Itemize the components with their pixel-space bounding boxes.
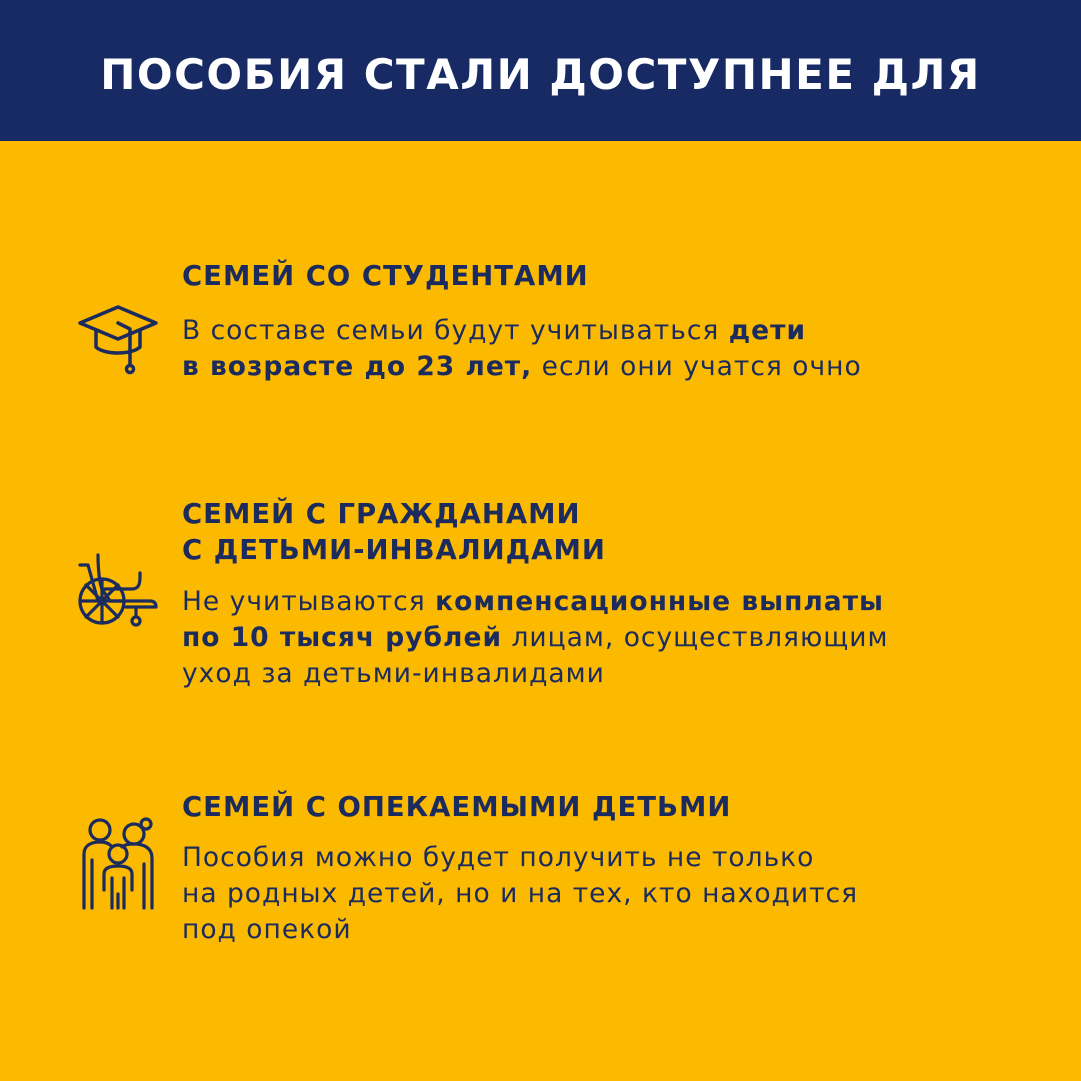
section-text-students-line-1 <box>182 313 806 349</box>
text-bold: дети <box>728 315 807 346</box>
page-title: ПОСОБИЯ СТАЛИ ДОСТУПНЕЕ ДЛЯ <box>100 50 981 99</box>
section-text-guardianship-line-3: под опекой <box>182 914 352 945</box>
section-text-disabled-line-1 <box>182 584 884 620</box>
text-normal: уход за детьми-инвалидами <box>182 658 605 689</box>
section-text-students-line-2 <box>182 349 862 385</box>
text-after: лицам, осуществляющим <box>502 622 889 653</box>
section-title-disabled-line-2: С ДЕТЬМИ-ИНВАЛИДАМИ <box>182 534 606 566</box>
header-bar <box>0 0 1081 141</box>
text-after: если они учатся очно <box>532 351 862 382</box>
section-title-guardianship: СЕМЕЙ С ОПЕКАЕМЫМИ ДЕТЬМИ <box>182 791 732 823</box>
text-bold: в возрасте до 23 лет, <box>182 351 533 382</box>
text-normal: Не учитываются <box>182 586 436 617</box>
graduation-cap-icon <box>76 303 160 377</box>
section-text-disabled-line-3 <box>182 656 605 692</box>
wheelchair-icon <box>76 551 160 631</box>
text-bold: компенсационные выплаты <box>435 586 885 617</box>
section-title-students: СЕМЕЙ СО СТУДЕНТАМИ <box>182 260 589 292</box>
section-title-disabled-line-1: СЕМЕЙ С ГРАЖДАНАМИ <box>182 498 581 530</box>
section-text-guardianship-line-2: на родных детей, но и на тех, кто находится <box>182 878 859 909</box>
section-text-disabled-line-2 <box>182 620 888 656</box>
family-icon <box>76 816 160 910</box>
section-text-guardianship-line-1: Пособия можно будет получить не только <box>182 842 815 873</box>
text-bold: по 10 тысяч рублей <box>182 622 503 653</box>
text-normal: В составе семьи будут учитываться <box>182 315 729 346</box>
